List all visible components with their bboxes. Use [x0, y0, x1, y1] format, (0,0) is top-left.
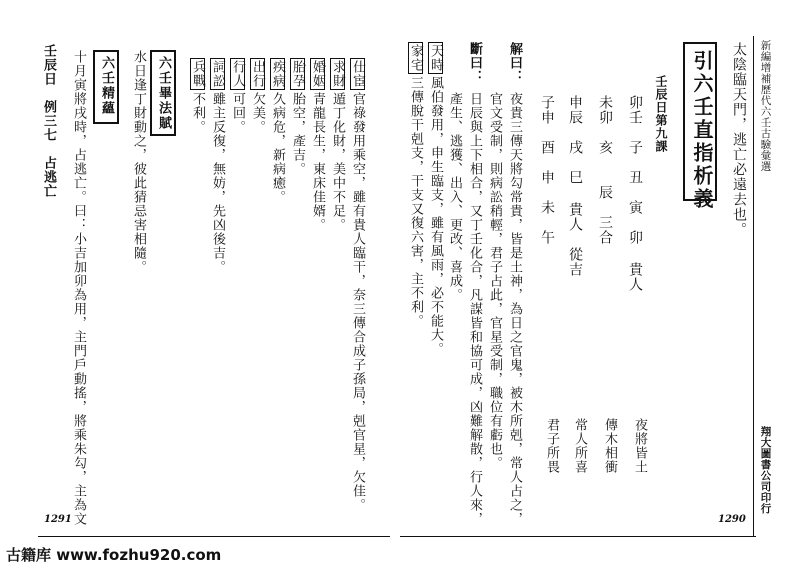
jie-text-1: 夜貴三傳天將勾常貴，皆是土神，為日之官鬼，被木所剋，常人占之，	[507, 92, 522, 526]
left-item-1	[350, 58, 365, 512]
left-item-6	[250, 58, 265, 134]
jiazhai-tag: 家宅	[408, 44, 423, 72]
jingyun-title: 六壬精蘊	[99, 56, 114, 116]
watermark: 古籍库 www.fozhu920.com	[6, 546, 222, 564]
tianshi-row	[428, 42, 443, 356]
text-hunyin: 青龍長生，東床佳婿。	[310, 92, 325, 232]
tag-taiyun: 胎孕	[290, 60, 305, 88]
right-header-rule	[753, 36, 754, 536]
footer-bar	[0, 546, 793, 568]
jiazhai-text: 三傳脫干剋支，干支又復六害，主不利。	[408, 76, 423, 328]
left-item-8	[210, 58, 225, 274]
text-cisong: 雖主反復，無妨，先凶後吉。	[210, 92, 225, 274]
left-item-3	[310, 58, 325, 232]
tag-xingren: 行人	[230, 60, 245, 88]
tag-bingzhan: 兵戰	[190, 60, 205, 88]
tag-hunyin: 婚姻	[310, 60, 325, 88]
tianshi-tag: 天時	[428, 44, 443, 72]
left-item-7	[230, 58, 245, 134]
jingyun-text: 十月寅將戌時，占逃亡。曰：小吉加卯為用，主門戶動搖，將乘朱勾，主為文	[71, 50, 86, 526]
jiazhai-row	[408, 42, 423, 328]
tianshi-text: 風伯發用，申生臨支，雖有風雨，必不能大。	[428, 76, 443, 356]
chart-col-3: 申辰 戌 巳 貴人 從吉	[567, 95, 583, 277]
right-header: 新編增補歷代六壬古驗彙選	[759, 40, 772, 172]
intro-line: 太陰臨天門，逃亡必遠去也。	[731, 42, 747, 237]
jie-label: 解曰：	[507, 42, 522, 84]
chapter-title: 引六壬直指析義	[690, 50, 714, 211]
bifa-text: 水日逢丁財動之，彼此猜忌害相隨。	[131, 50, 146, 274]
text-jibing: 久病危，新病癒。	[270, 92, 285, 204]
tag-cisong: 詞訟	[210, 60, 225, 88]
tag-jibing: 疾病	[270, 60, 285, 88]
jie-text-2: 官文受制，則病訟稍輕，君子占此，官星受制，職位有虧也。	[487, 92, 502, 470]
text-xingren: 可回。	[230, 92, 245, 134]
chart-note-3: 常人所喜	[572, 418, 587, 474]
case-title: 壬辰日 例三七 占逃亡	[41, 44, 56, 198]
left-item-2	[330, 58, 345, 232]
left-footer-rule	[38, 536, 390, 537]
chart-col-4: 子申 酉 申 未 午	[539, 95, 555, 245]
tag-qiucai: 求財	[330, 60, 345, 88]
right-page-number: 1290	[718, 514, 746, 525]
duan-label: 斷曰：	[467, 42, 482, 84]
lesson-title: 壬辰日第九課	[654, 75, 668, 153]
chart-note-2: 傳木相衝	[602, 418, 617, 474]
text-bingzhan: 不利。	[190, 92, 205, 134]
chart-col-1: 卯壬 子 丑 寅 卯 貴人	[627, 95, 643, 292]
tag-chuxing: 出行	[250, 60, 265, 88]
duan-text-1: 日辰與上下相合，又丁壬化合，凡謀皆和協可成，凶難解散，行人來，	[467, 92, 482, 526]
left-item-5	[270, 58, 285, 204]
duan-text-2: 產生、逃獲、出入、更改、喜成。	[447, 92, 462, 302]
text-shihuan: 官祿發用乘空，雖有貴人臨干，奈三傳合成子孫局，剋官星，欠佳。	[350, 92, 365, 512]
left-item-4	[290, 58, 305, 176]
left-page-number: 1291	[44, 514, 72, 525]
text-chuxing: 欠美。	[250, 92, 265, 134]
bifa-title: 六壬畢法賦	[156, 56, 171, 131]
right-footer-rule	[400, 536, 756, 537]
chart-note-1: 夜將皆土	[632, 418, 647, 474]
left-item-9	[190, 58, 205, 134]
text-qiucai: 遁丁化財，美中不足。	[330, 92, 345, 232]
chart-col-2: 未卯 亥 辰 三合	[597, 95, 613, 245]
tag-shihuan: 仕宦	[350, 60, 365, 88]
right-publisher: 翔大圖書公司印行	[759, 426, 772, 514]
text-taiyun: 胎空，產吉。	[290, 92, 305, 176]
chart-note-4: 君子所畏	[544, 418, 559, 474]
